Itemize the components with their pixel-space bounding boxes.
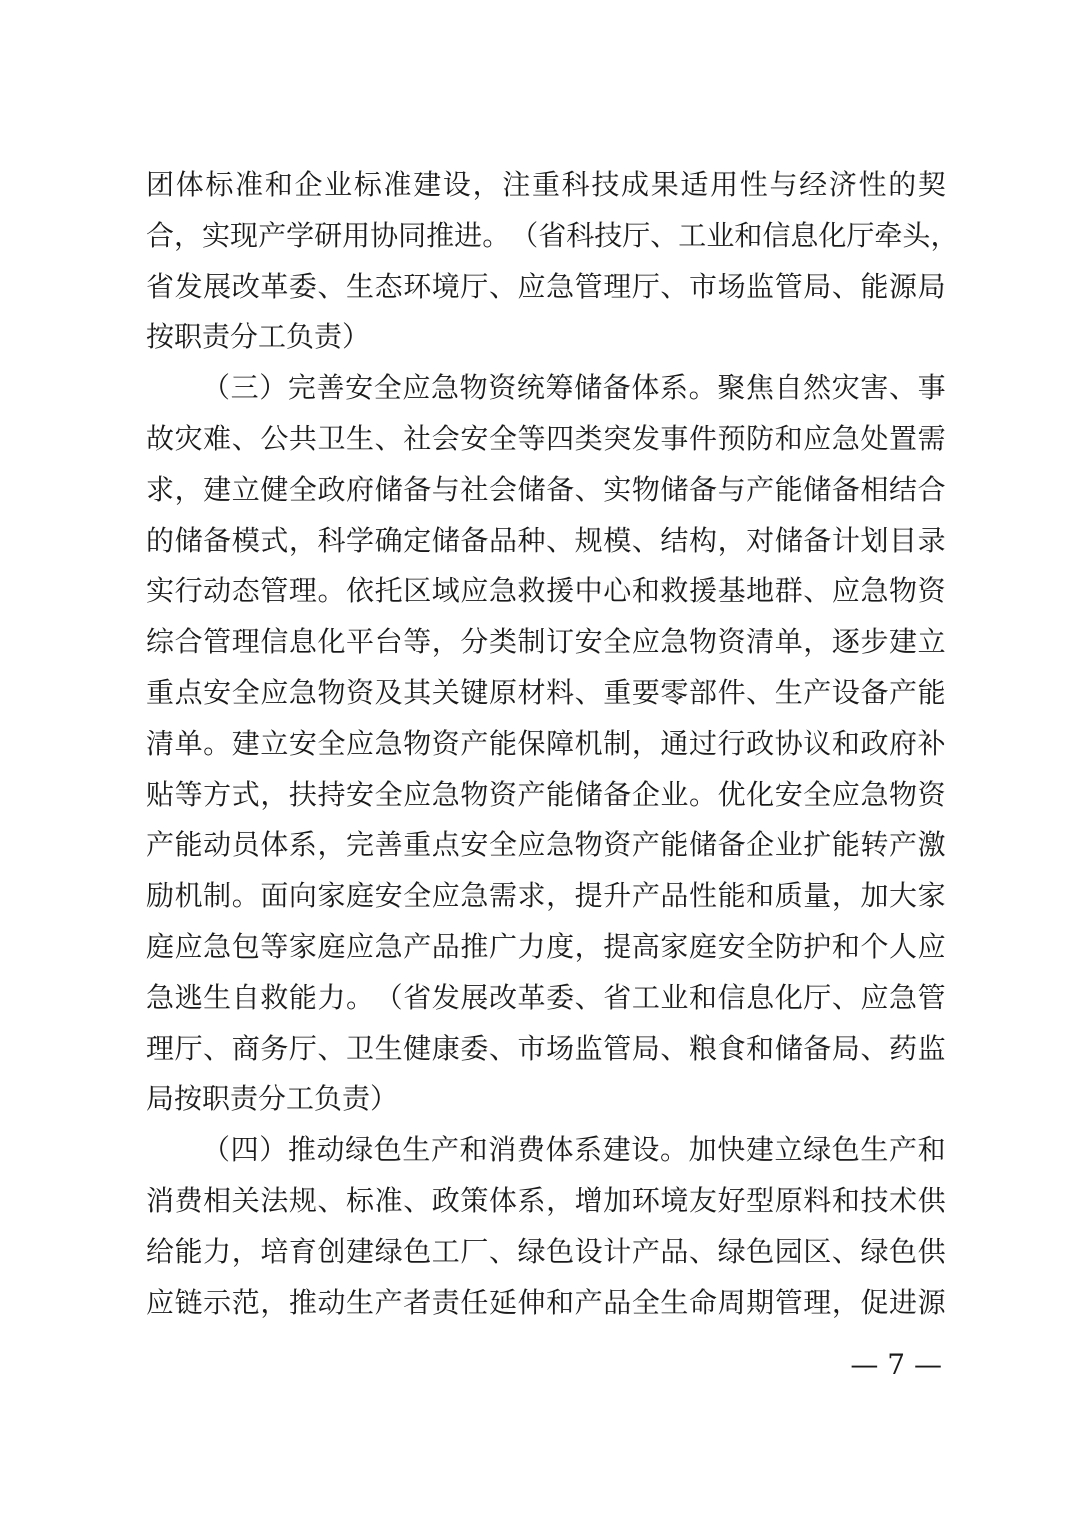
text-line: 局按职责分工负责） (146, 1082, 399, 1116)
text-line: 产 能 动 员 体 系 ， 完 善 重 点 安 全 应 急 物 资 产 能 储 备 企 业 扩 能 转 产 激 (146, 828, 946, 862)
text-line: 的 储 备 模 式 ， 科 学 确 定 储 备 品 种 、 规 模 、 结 构 ， 对 储 备 计 划 目 录 (146, 523, 946, 557)
text-line: 给 能 力 ， 培 育 创 建 绿 色 工 厂 、 绿 色 设 计 产 品 、 绿 色 园 区 、 绿 色 供 (146, 1234, 946, 1268)
text-line: 合 ， 实 现 产 学 研 用 协 同 推 进 。 （ 省 科 技 厅 、 工 业 和 信 息 化 厅 牵 头 ， (146, 218, 959, 252)
text-line: 消 费 相 关 法 规 、 标 准 、 政 策 体 系 ， 增 加 环 境 友 好 型 原 料 和 技 术 供 (146, 1183, 946, 1217)
page-number: — 7 — (850, 1348, 942, 1381)
text-line: 求 ， 建 立 健 全 政 府 储 备 与 社 会 储 备 、 实 物 储 备 与 产 能 储 备 相 结 合 (146, 472, 946, 506)
text-line: 故 灾 难 、 公 共 卫 生 、 社 会 安 全 等 四 类 突 发 事 件 预 防 和 应 急 处 置 需 (146, 421, 946, 455)
text-line: 急 逃 生 自 救 能 力 。 （ 省 发 展 改 革 委 、 省 工 业 和 信 息 化 厅 、 应 急 管 (146, 980, 946, 1014)
text-line: 应 链 示 范 ， 推 动 生 产 者 责 任 延 伸 和 产 品 全 生 命 周 期 管 理 ， 促 进 源 (146, 1285, 946, 1319)
text-line: （ 三 ） 完 善 安 全 应 急 物 资 统 筹 储 备 体 系 。 聚 焦 自 然 灾 害 、 事 (202, 371, 946, 405)
text-line: 励 机 制 。 面 向 家 庭 安 全 应 急 需 求 ， 提 升 产 品 性 能 和 质 量 ， 加 大 家 (146, 879, 946, 913)
text-line: 理 厅 、 商 务 厅 、 卫 生 健 康 委 、 市 场 监 管 局 、 粮 食 和 储 备 局 、 药 监 (146, 1031, 946, 1065)
text-line: （ 四 ） 推 动 绿 色 生 产 和 消 费 体 系 建 设 。 加 快 建 立 绿 色 生 产 和 (202, 1133, 946, 1167)
text-line: 贴 等 方 式 ， 扶 持 安 全 应 急 物 资 产 能 储 备 企 业 。 优 化 安 全 应 急 物 资 (146, 777, 946, 811)
text-line: 综 合 管 理 信 息 化 平 台 等 ， 分 类 制 订 安 全 应 急 物 资 清 单 ， 逐 步 建 立 (146, 625, 946, 659)
body-text (146, 160, 959, 1328)
text-line: 团 体 标 准 和 企 业 标 准 建 设 ， 注 重 科 技 成 果 适 用 性 与 经 济 性 的 契 (146, 168, 946, 201)
text-line: 实 行 动 态 管 理 。 依 托 区 域 应 急 救 援 中 心 和 救 援 基 地 群 、 应 急 物 资 (146, 574, 946, 608)
text-line: 清 单 。 建 立 安 全 应 急 物 资 产 能 保 障 机 制 ， 通 过 行 政 协 议 和 政 府 补 (146, 726, 946, 760)
text-line: 重 点 安 全 应 急 物 资 及 其 关 键 原 材 料 、 重 要 零 部 件 、 生 产 设 备 产 能 (146, 675, 946, 709)
text-line: 省 发 展 改 革 委 、 生 态 环 境 厅 、 应 急 管 理 厅 、 市 场 监 管 局 、 能 源 局 (146, 269, 946, 303)
text-line: 按职责分工负责） (146, 320, 371, 354)
text-line: 庭 应 急 包 等 家 庭 应 急 产 品 推 广 力 度 ， 提 高 家 庭 安 全 防 护 和 个 人 应 (146, 929, 946, 963)
